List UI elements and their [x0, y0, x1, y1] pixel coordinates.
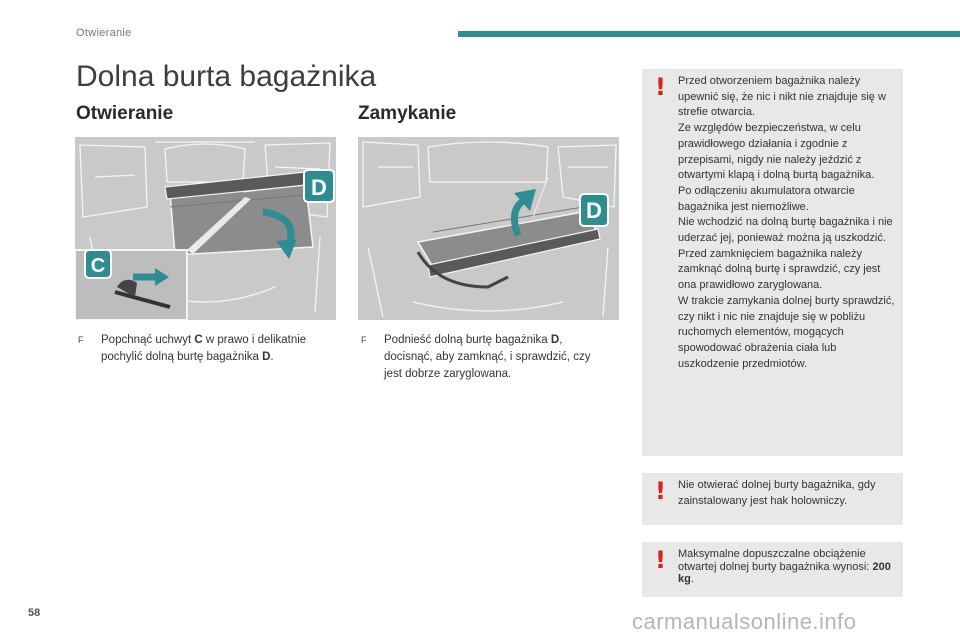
opening-step-handle: C — [194, 334, 203, 346]
warning-icon: ! — [655, 477, 666, 505]
closing-step-tailboard: D — [550, 334, 560, 346]
opening-illustration — [75, 137, 336, 320]
closing-step-text-1: Podnieść dolną burtę bagażnika — [384, 334, 551, 346]
closing-illustration — [358, 137, 619, 320]
warning-icon: ! — [655, 546, 666, 574]
warning-load-text: Maksymalne dopuszczalne obciążenie otwartej dolnej burty bagażnika wynosi: — [678, 548, 873, 573]
closing-step — [361, 332, 611, 383]
badge-c — [85, 250, 111, 278]
page-title: Dolna burta bagażnika — [76, 60, 377, 93]
warning-text: Przed otworzeniem bagażnika należy upewnić się, że nic i nikt nie znajduje się w strefie otwarcia. Ze względów bezpieczeństwa, w celu prawidłowego działania i zgodnie z przepisami, nigdy nie należy jeździć z otwartymi klapą i dolną burtą bagażnika. Po odłączeniu akumulatora otwarcie bagażnika jest niemożliwe. Nie wchodzić na dolną burtę bagażnika i nie uderzać jej, ponieważ można ją uszkodzić. Przed zamknięciem bagażnika należy zamknąć dolną burtę i sprawdzić, czy jest ona prawidłowo zaryglowana. W trakcie zamykania dolnej burty sprawdzić, czy nikt i nic nie znajduje się w pobliżu ruchomych elementów, mogących spowodować obrażenia ciała lub uszkodzenie przedmiotów. — [678, 75, 895, 370]
page-number: 58 — [28, 607, 41, 619]
badge-d — [580, 194, 608, 226]
opening-step — [78, 332, 328, 366]
warning-box-load — [642, 542, 903, 597]
header-accent-bar — [458, 31, 960, 37]
warning-icon: ! — [655, 73, 666, 101]
label-d: D — [311, 175, 327, 200]
opening-step-text-2: w prawo i delikatnie pochylić dolną burtę bagażnika — [101, 334, 307, 363]
label-c: C — [90, 255, 106, 277]
bullet-marker: F — [361, 335, 367, 345]
section-label: Otwieranie — [76, 27, 132, 39]
watermark: carmanualsonline.info — [632, 609, 857, 634]
opening-step-text-3: . — [270, 351, 274, 363]
warning-box-opening — [642, 69, 903, 456]
label-d: D — [586, 198, 602, 223]
opening-heading: Otwieranie — [76, 103, 174, 124]
opening-step-tailboard: D — [262, 351, 271, 363]
bullet-marker: F — [78, 335, 84, 345]
warning-text — [678, 548, 897, 586]
closing-heading: Zamykanie — [358, 103, 457, 124]
closing-step-text-2: , docisnąć, aby zamknąć, i sprawdzić, czy jest dobrze zaryglowana. — [384, 334, 591, 380]
opening-step-text-1: Popchnąć uchwyt — [101, 334, 195, 346]
warning-load-value: 200 kg — [678, 560, 891, 585]
warning-text: Nie otwierać dolnej burty bagażnika, gdy zainstalowany jest hak holowniczy. — [678, 479, 876, 507]
warning-load-end: . — [690, 573, 694, 585]
badge-d — [304, 170, 334, 202]
warning-box-towbar — [642, 473, 903, 525]
